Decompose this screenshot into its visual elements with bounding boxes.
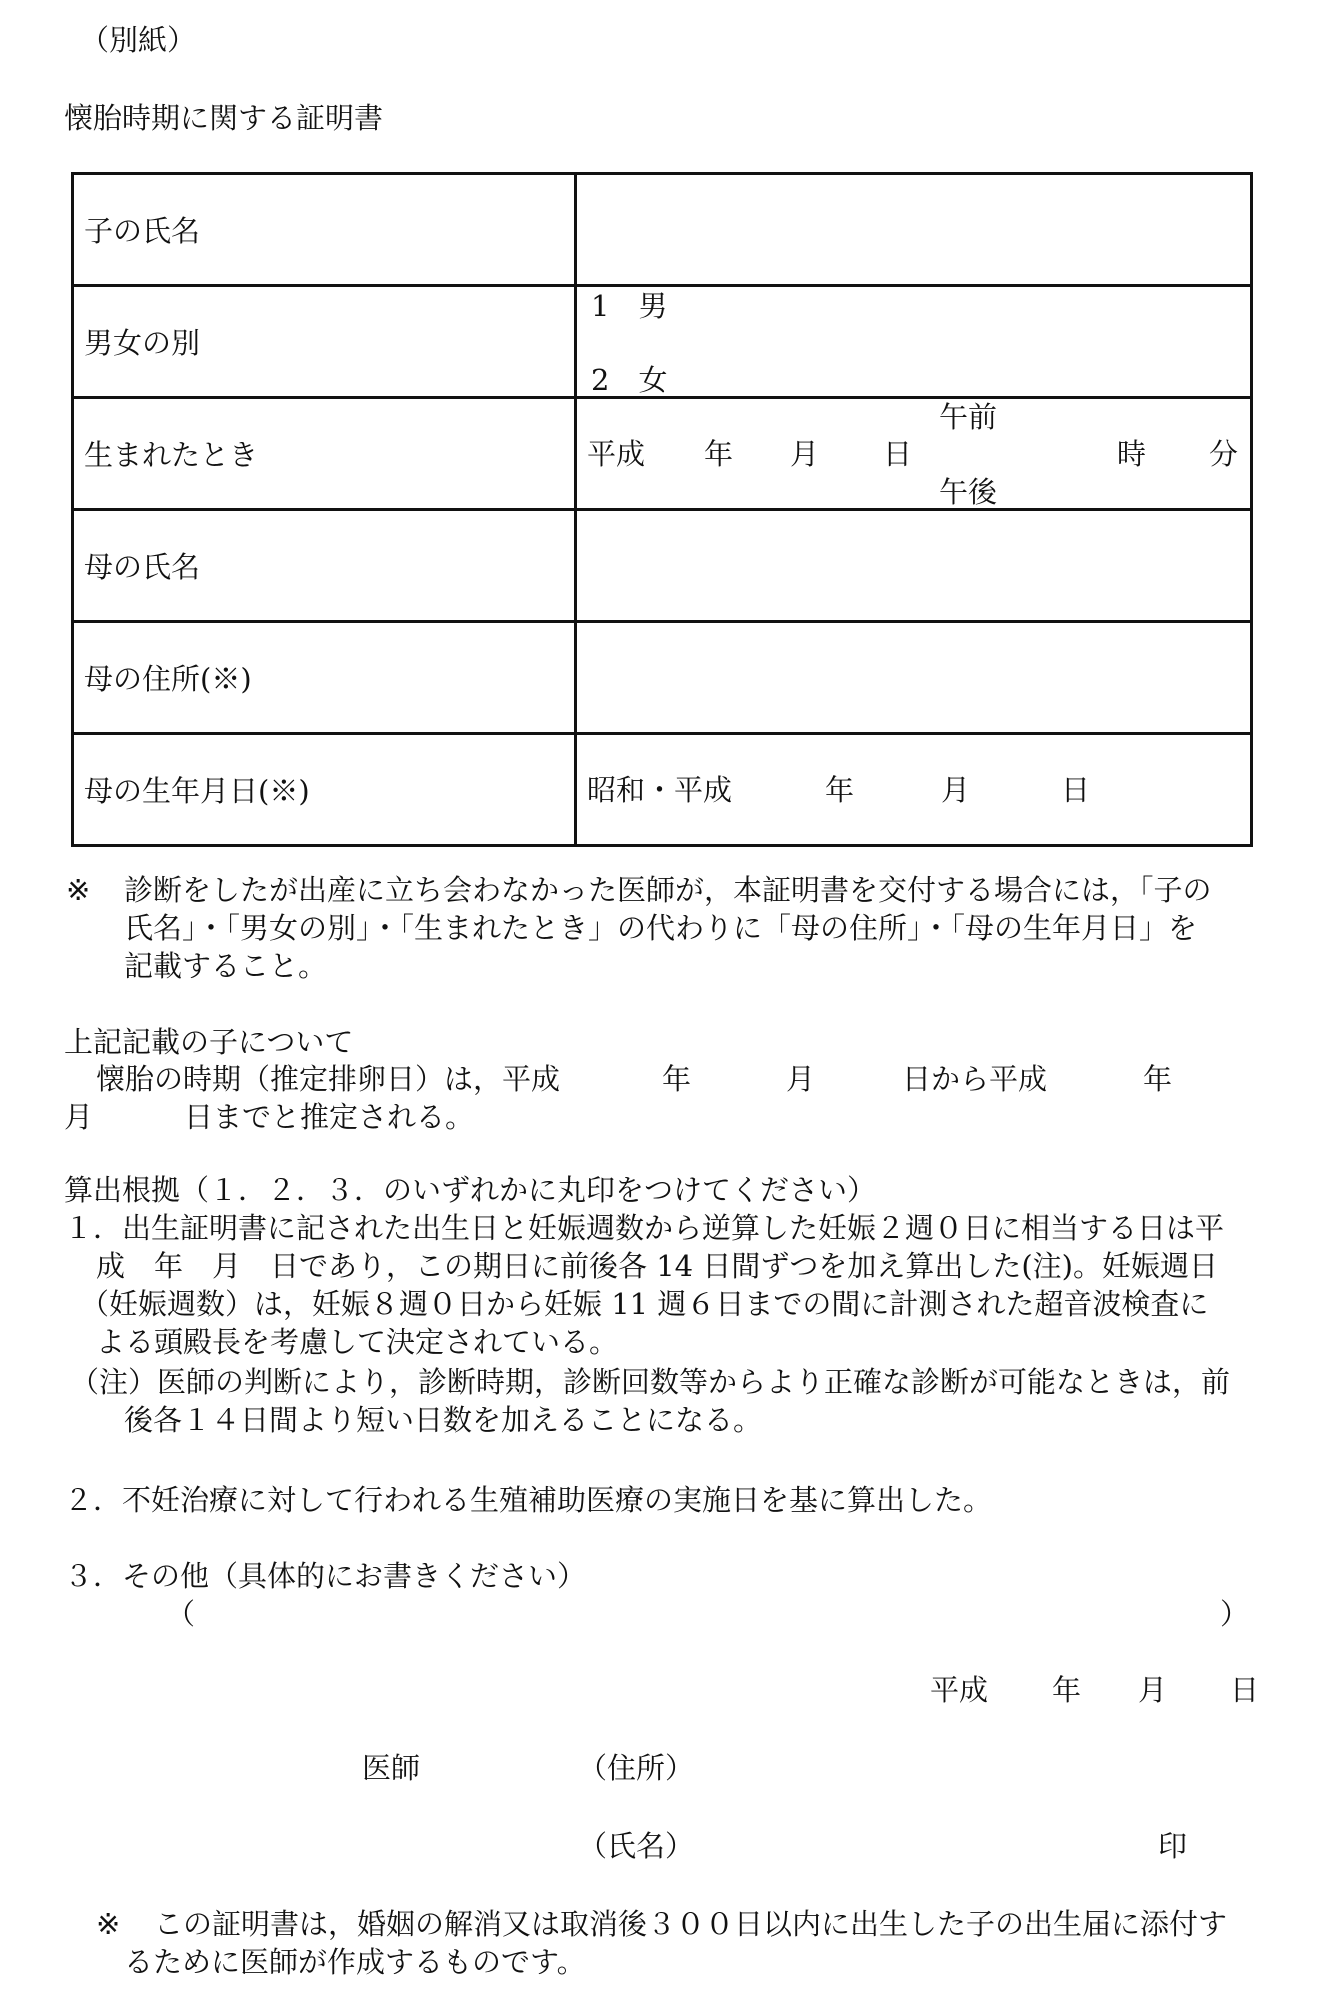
mother-birthdate-day-unit: 日 bbox=[1061, 773, 1091, 807]
mother-name-field[interactable] bbox=[576, 510, 1252, 622]
issue-date-era: 平成 bbox=[930, 1673, 989, 1707]
birth-era: 平成 bbox=[587, 437, 646, 471]
statement-year-1[interactable]: 年 bbox=[662, 1062, 692, 1096]
birth-month-unit: 月 bbox=[790, 437, 820, 471]
doctor-name-label[interactable]: （氏名） bbox=[578, 1829, 695, 1863]
basis-item-1-line-2: 成 年 月 日であり，この期日に前後各 14 日間ずつを加え算出した(注)。妊娠週日 bbox=[96, 1249, 1218, 1283]
birth-hour-unit: 時 bbox=[1117, 437, 1147, 471]
sex-option-female[interactable]: 2 女 bbox=[591, 363, 668, 397]
birth-am[interactable]: 午前 bbox=[939, 400, 998, 434]
sex-field[interactable] bbox=[576, 286, 1252, 398]
basis-item-1-line-3: （妊娠週数）は，妊娠８週０日から妊娠 11 週６日までの間に計測された超音波検査に bbox=[80, 1287, 1209, 1321]
basis-item-2[interactable]: ２．不妊治療に対して行われる生殖補助医療の実施日を基に算出した。 bbox=[64, 1483, 993, 1517]
mother-address-label: 母の住所(※) bbox=[84, 662, 252, 696]
certificate-form-table bbox=[71, 172, 1253, 847]
mother-name-label: 母の氏名 bbox=[84, 550, 201, 584]
other-detail-field[interactable] bbox=[200, 1596, 1220, 1632]
birth-year-unit: 年 bbox=[704, 437, 734, 471]
birth-pm[interactable]: 午後 bbox=[939, 475, 998, 509]
sex-label: 男女の別 bbox=[84, 326, 201, 360]
row-mother-address bbox=[73, 622, 1252, 734]
statement-day-2[interactable]: 日までと推定される。 bbox=[184, 1100, 475, 1134]
statement-month-2[interactable]: 月 bbox=[64, 1100, 94, 1134]
statement-month-1[interactable]: 月 bbox=[786, 1062, 816, 1096]
issue-date-month[interactable]: 月 bbox=[1138, 1673, 1168, 1707]
table-note-line-2: 氏名」・「男女の別」・「生まれたとき」の代わりに「母の住所」・「母の生年月日」を bbox=[124, 911, 1198, 945]
mother-address-field[interactable] bbox=[576, 622, 1252, 734]
mother-birthdate-era: 昭和・平成 bbox=[587, 773, 733, 807]
other-paren-close: ） bbox=[1220, 1597, 1250, 1631]
row-birth-time bbox=[73, 398, 1252, 510]
row-mother-name bbox=[73, 510, 1252, 622]
footer-note-line-1: この証明書は，婚姻の解消又は取消後３００日以内に出生した子の出生届に添付す bbox=[154, 1907, 1228, 1941]
statement-day-1[interactable]: 日から平成 bbox=[902, 1062, 1048, 1096]
doctor-address-label[interactable]: （住所） bbox=[578, 1751, 695, 1785]
issue-date-day[interactable]: 日 bbox=[1230, 1673, 1260, 1707]
basis-item-1-line-1[interactable]: １．出生証明書に記された出生日と妊娠週数から逆算した妊娠２週０日に相当する日は平 bbox=[64, 1211, 1225, 1245]
sex-option-male[interactable]: 1 男 bbox=[591, 289, 668, 323]
footer-note-mark: ※ bbox=[96, 1907, 121, 1941]
birth-minute-unit: 分 bbox=[1209, 437, 1239, 471]
child-name-label: 子の氏名 bbox=[84, 214, 201, 248]
mother-birthdate-year-unit: 年 bbox=[825, 773, 855, 807]
basis-note-line-1: （注）医師の判断により，診断時期，診断回数等からより正確な診断が可能なときは，前 bbox=[70, 1365, 1231, 1399]
mother-birthdate-month-unit: 月 bbox=[941, 773, 971, 807]
row-child-name bbox=[73, 174, 1252, 286]
document-title: 懐胎時期に関する証明書 bbox=[64, 101, 384, 135]
other-paren-open: （ bbox=[166, 1597, 196, 1631]
birth-time-field[interactable] bbox=[576, 398, 1252, 510]
attachment-label: （別紙） bbox=[80, 23, 197, 57]
table-note-line-1: 診断をしたが出産に立ち会わなかった医師が，本証明書を交付する場合には，「子の bbox=[124, 873, 1212, 907]
statement-period-prefix: 懐胎の時期（推定排卵日）は，平成 bbox=[96, 1062, 561, 1096]
mother-birthdate-label: 母の生年月日(※) bbox=[84, 774, 310, 808]
mother-birthdate-field[interactable] bbox=[576, 734, 1252, 846]
row-sex bbox=[73, 286, 1252, 398]
basis-heading: 算出根拠（１．２．３．のいずれかに丸印をつけてください） bbox=[64, 1173, 877, 1207]
row-mother-birthdate bbox=[73, 734, 1252, 846]
seal-mark: 印 bbox=[1158, 1829, 1188, 1863]
birth-day-unit: 日 bbox=[883, 437, 913, 471]
table-note-line-3: 記載すること。 bbox=[124, 949, 328, 983]
basis-note-line-2: 後各１４日間より短い日数を加えることになる。 bbox=[124, 1403, 763, 1437]
footer-note-line-2: るために医師が作成するものです。 bbox=[124, 1945, 586, 1979]
basis-item-3[interactable]: ３．その他（具体的にお書きください） bbox=[64, 1559, 587, 1593]
birth-time-label: 生まれたとき bbox=[84, 438, 259, 472]
issue-date-year[interactable]: 年 bbox=[1052, 1673, 1082, 1707]
basis-item-1-line-4: よる頭殿長を考慮して決定されている。 bbox=[96, 1325, 619, 1359]
statement-line-1: 上記記載の子について bbox=[64, 1025, 354, 1059]
child-name-field[interactable] bbox=[576, 174, 1252, 286]
table-note-mark: ※ bbox=[66, 873, 91, 907]
statement-year-2[interactable]: 年 bbox=[1143, 1062, 1173, 1096]
doctor-label: 医師 bbox=[362, 1751, 421, 1785]
